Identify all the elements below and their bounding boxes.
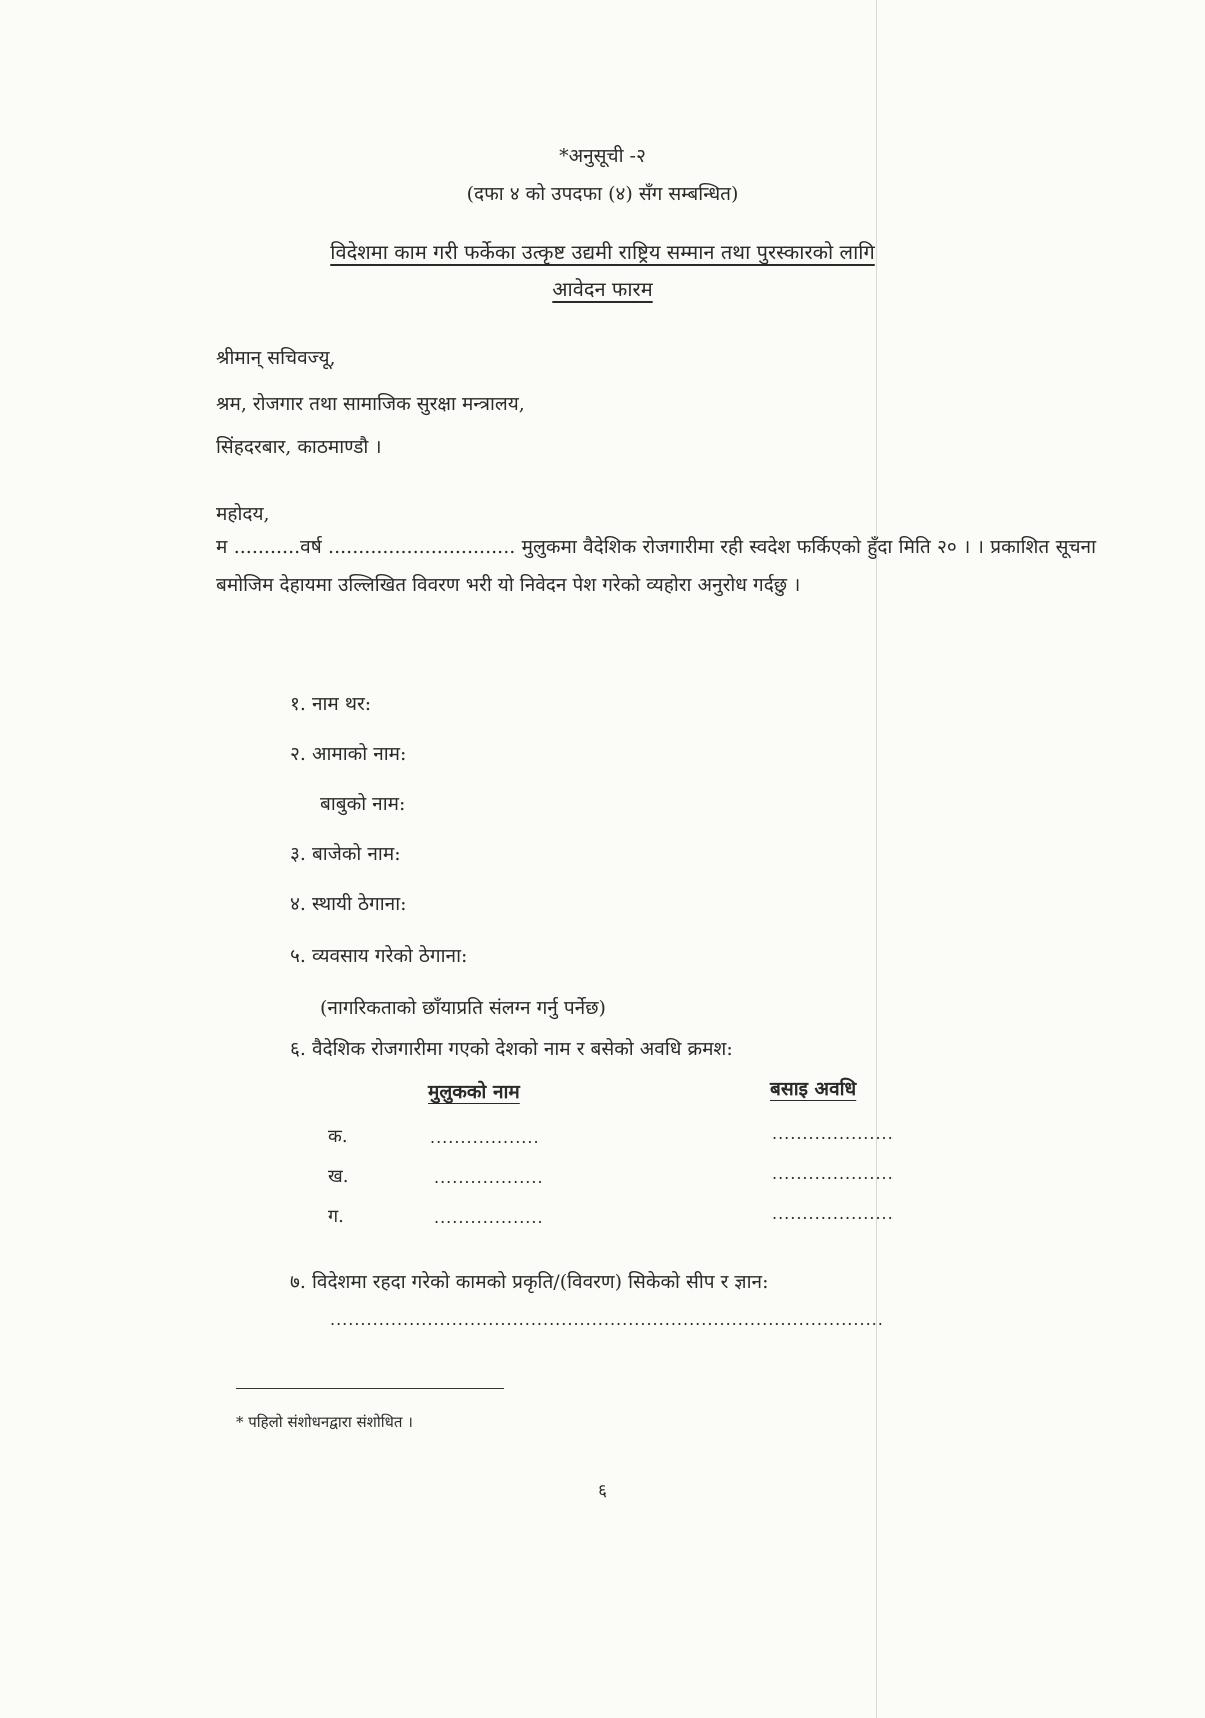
table-row-duration-blank: .................... xyxy=(772,1124,894,1143)
field-full-name: १. नाम थर: xyxy=(290,693,372,715)
table-row-label: ग. xyxy=(328,1206,344,1227)
address-line-3: सिंहदरबार, काठमाण्डौ । xyxy=(216,436,382,458)
application-paragraph: म ...........वर्ष ............................... मुलुकमा वैदेशिक रोजगारीमा रही स्वदेश फर्किएको हुँदा मिति २० । । प्रकाशित सूचना बमोजिम देहायमा उल्लिखित विवरण भरी यो निवेदन पेश गरेको व्यहोरा अनुरोध गर्दछु । xyxy=(216,536,1096,596)
form-title xyxy=(0,238,1205,265)
field-grandfather-name: ३. बाजेको नाम: xyxy=(290,843,401,865)
table-row-label: ख. xyxy=(328,1166,349,1187)
table-row-label: क. xyxy=(328,1126,348,1147)
field-work-nature: ७. विदेशमा रहदा गरेको कामको प्रकृति/(विवरण) सिकेको सीप र ज्ञान: xyxy=(290,1271,769,1293)
work-nature-blank: ........................................................................................... xyxy=(330,1310,884,1329)
column-header-duration: बसाइ अवधि xyxy=(770,1078,857,1100)
table-row-duration-blank: .................... xyxy=(772,1204,894,1223)
address-line-2: श्रम, रोजगार तथा सामाजिक सुरक्षा मन्त्रालय, xyxy=(216,393,525,415)
table-row-duration-blank: .................... xyxy=(772,1164,894,1183)
table-row-country-blank: .................. xyxy=(434,1208,544,1227)
footnote: * पहिलो संशोधनद्वारा संशोधित । xyxy=(236,1413,413,1431)
form-title-line1: विदेशमा काम गरी फर्केका उत्कृष्ट उद्यमी राष्ट्रिय सम्मान तथा पुरस्कारको लागि xyxy=(330,240,875,264)
field-mother-name: २. आमाको नाम: xyxy=(290,743,407,765)
field-permanent-address: ४. स्थायी ठेगाना: xyxy=(290,893,407,915)
footnote-separator xyxy=(236,1388,504,1389)
schedule-heading: *अनुसूची -२ xyxy=(559,145,646,167)
column-header-country: मुलुकको नाम xyxy=(428,1081,520,1103)
table-row-country-blank: .................. xyxy=(430,1128,540,1147)
field-father-name: बाबुको नाम: xyxy=(320,793,406,815)
field-foreign-employment: ६. वैदेशिक रोजगारीमा गएको देशको नाम र बसेको अवधि क्रमश: xyxy=(290,1038,733,1060)
citizenship-note: (नागरिकताको छाँयाप्रति संलग्न गर्नु पर्नेछ) xyxy=(320,997,606,1019)
form-title-line2: आवेदन फारम xyxy=(552,277,653,301)
address-line-1: श्रीमान् सचिवज्यू, xyxy=(216,347,336,369)
form-subtitle xyxy=(0,275,1205,302)
salutation: महोदय, xyxy=(216,503,270,525)
schedule-reference: (दफा ४ को उपदफा (४) सँग सम्बन्धित) xyxy=(466,183,739,205)
page-number: ६ xyxy=(598,1481,607,1501)
field-business-address: ५. व्यवसाय गरेको ठेगाना: xyxy=(290,945,468,967)
table-row-country-blank: .................. xyxy=(434,1168,544,1187)
